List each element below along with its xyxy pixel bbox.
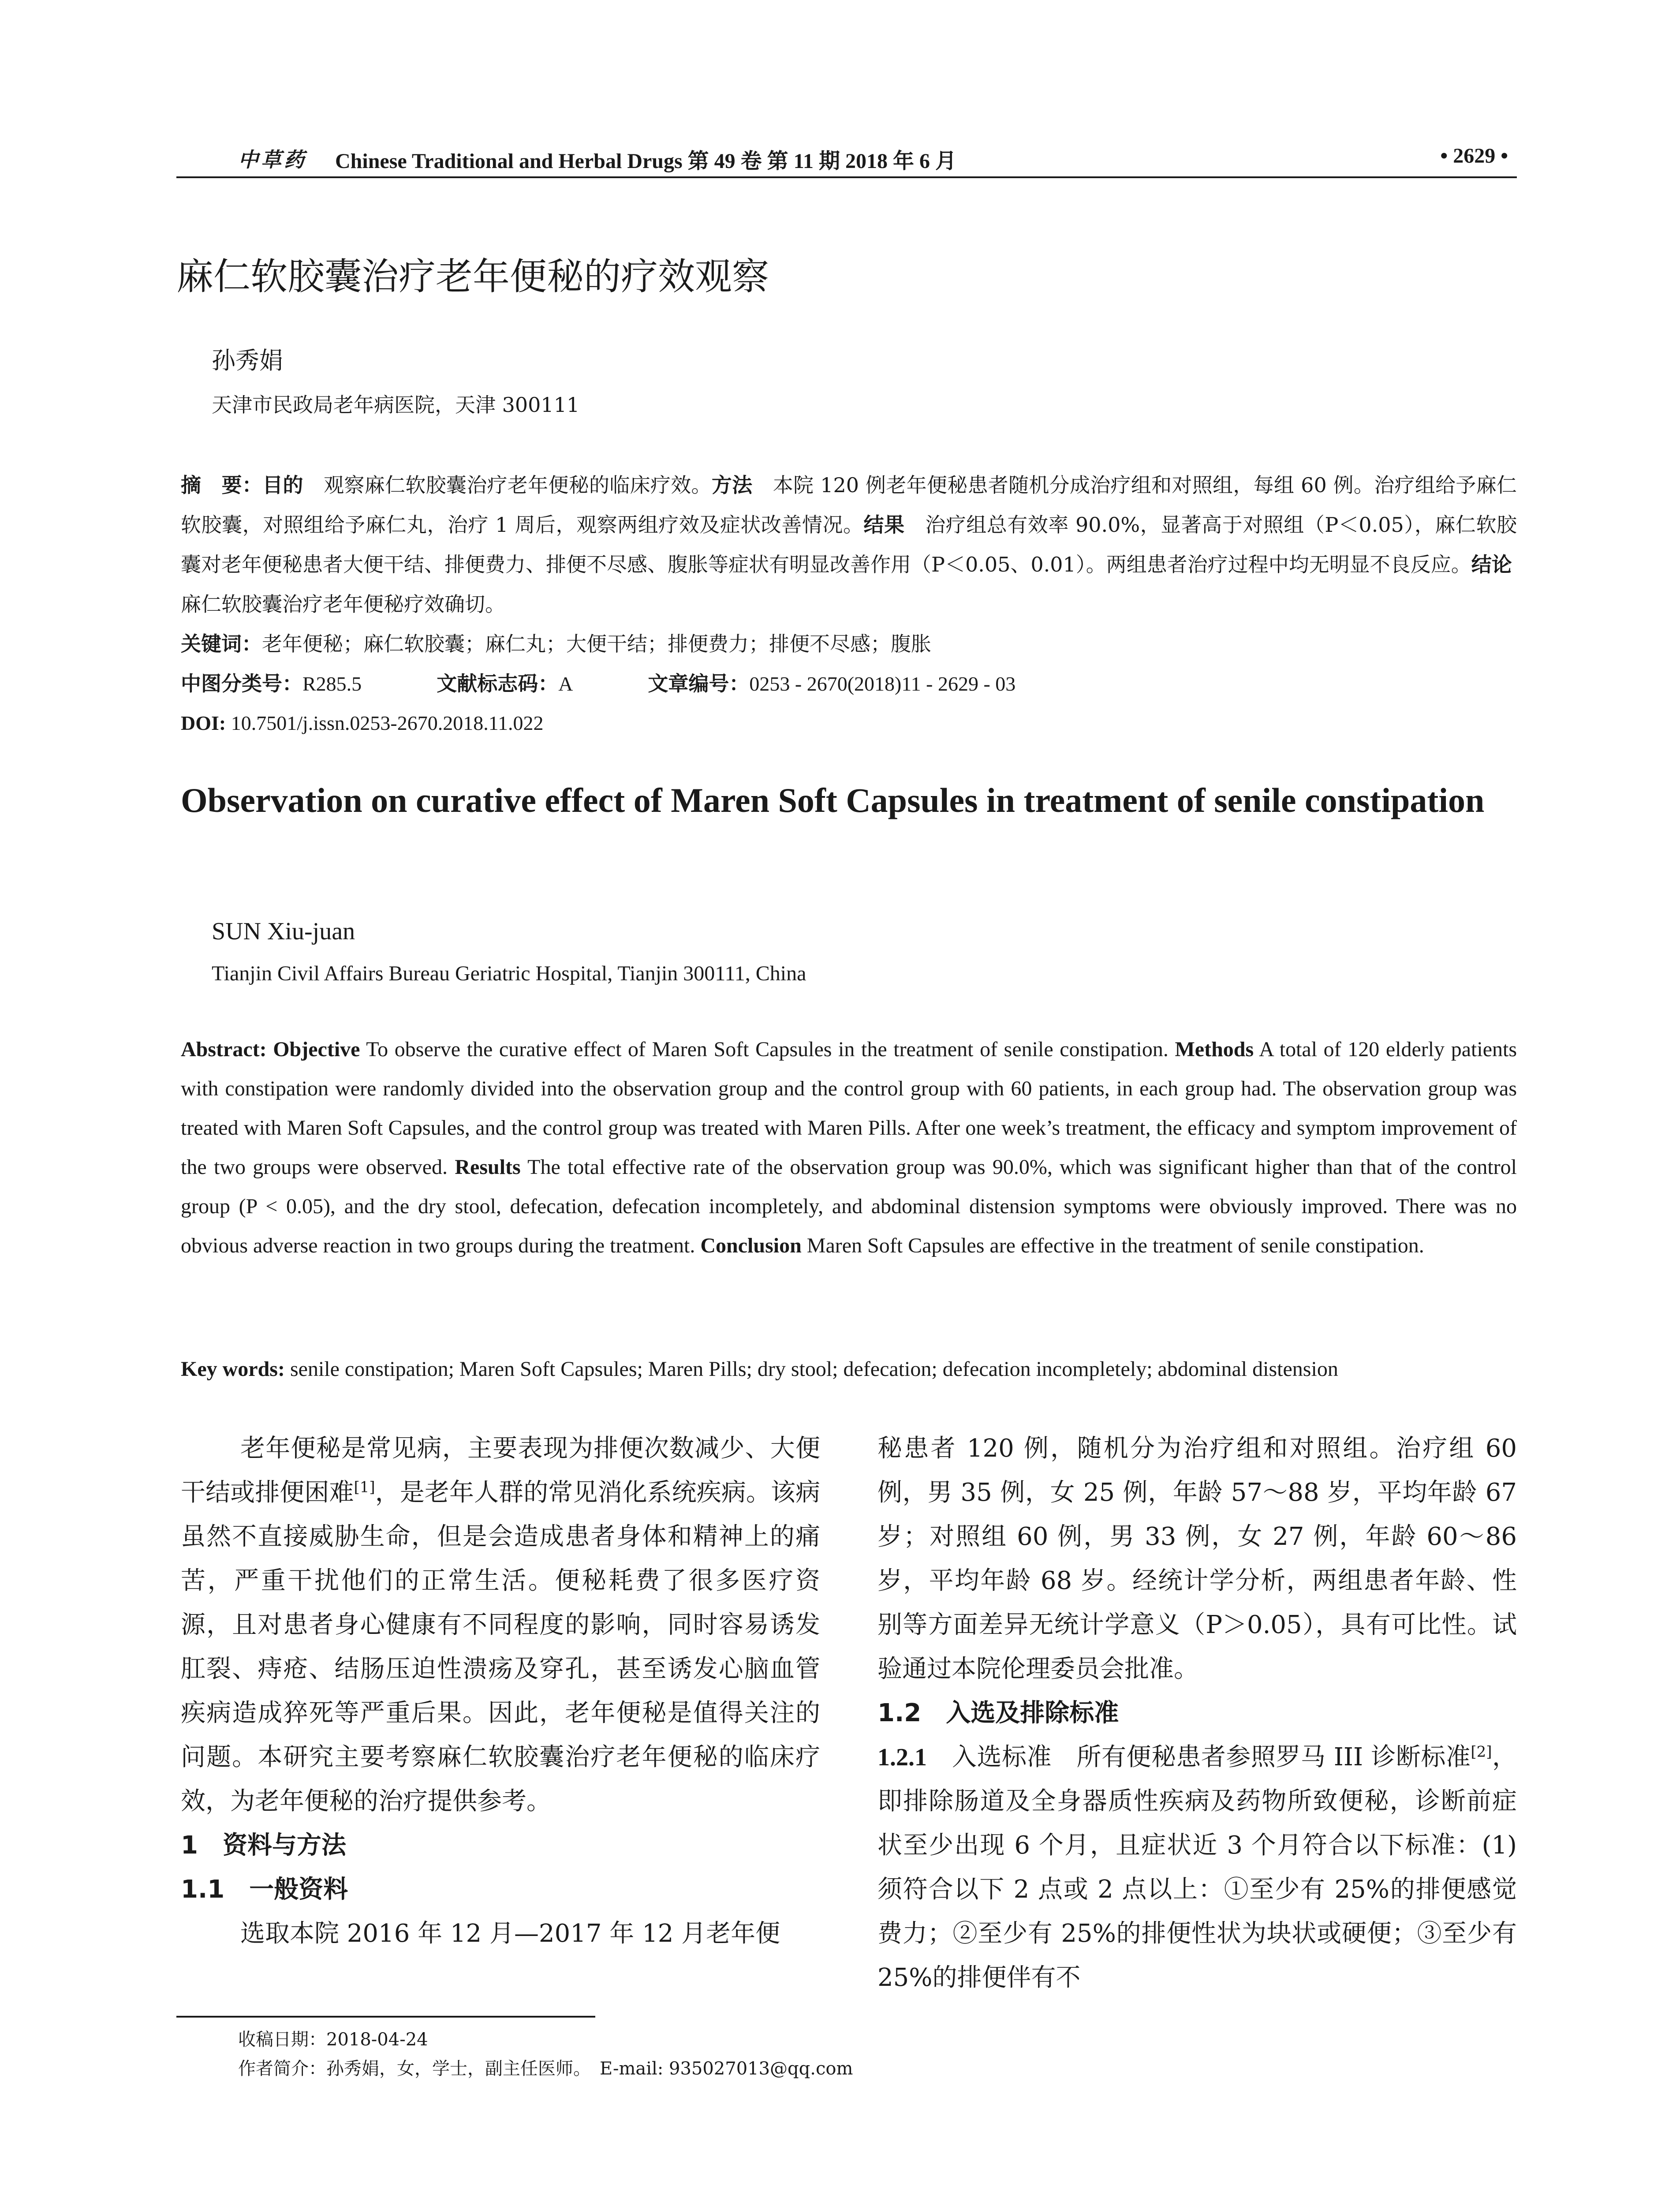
doi-label: DOI: [181,712,226,734]
intro-text-a: 老年便秘是常见病，主要表现为排便次数减少、大便干结或排便困难 [181,1434,820,1507]
abstract-label-en: Abstract: Objective [181,1038,360,1061]
section-heading-1-2: 1.2 入选及排除标准 [877,1699,1119,1727]
citation-ref-1: [1] [354,1478,375,1496]
footnote-rule [176,2016,595,2018]
footnote-received-date: 收稿日期：2018-04-24 [238,2029,428,2050]
general-info-start: 选取本院 2016 年 12 月—2017 年 12 月老年便 [240,1919,780,1948]
results-label-cn: 结果 [863,513,905,537]
article-title-cn: 麻仁软胶囊治疗老年便秘的疗效观察 [176,255,769,298]
abstract-cn [181,465,1532,624]
section-heading-1-1: 1.1 一般资料 [181,1875,348,1904]
citation-ref-2: [2] [1471,1743,1492,1761]
doc-code-label: 文献标志码： [437,672,559,695]
methods-label-en: Methods [1175,1038,1254,1061]
inclusion-paragraph [877,1735,1517,2000]
footnote-author-info: 作者简介：孙秀娟，女，学士，副主任医师。 E-mail: 935027013@qq.com [238,2059,853,2079]
article-no-label: 文章编号： [648,672,750,695]
results-text-en: The total effective rate of the observation group was 90.0%, which was significant higher than that of the control group (P < 0.05), and the dry stool, defecation, defecation incompletely, and abdominal distension symptoms were obviously improved. There was no obvious adverse reaction in two groups during the treatment. [181,1155,1517,1257]
results-text-cn: 治疗组总有效率 90.0%，显著高于对照组（P＜0.05），麻仁软胶囊对老年便秘患者大便干结、排便费力、排便不尽感、腹胀等症状有明显改善作用（P＜0.05、0.01）。两组患者治疗过程中均无明显不良反应。 [181,513,1517,576]
clc-value: R285.5 [302,673,362,695]
conclusion-text-cn: 麻仁软胶囊治疗老年便秘疗效确切。 [181,553,1532,616]
inclusion-text-a: 所有便秘患者参照罗马 III 诊断标准 [1051,1743,1471,1771]
intro-text-b: ，是老年人群的常见消化系统疾病。该病虽然不直接威胁生命，但是会造成患者身体和精神上的痛苦，严重干扰他们的正常生活。便秘耗费了很多医疗资源，且对患者身心健康有不同程度的影响，同时容易诱发肛裂、痔疮、结肠压迫性溃疡及穿孔，甚至诱发心脑血管疾病造成猝死等严重后果。因此，老年便秘是值得关注的问题。本研究主要考察麻仁软胶囊治疗老年便秘的临床疗效，为老年便秘的治疗提供参考。 [181,1478,821,1816]
results-label-en: Results [455,1155,521,1179]
header-rule [176,176,1517,178]
subsection-title-1-2-1: 入选标准 [927,1743,1052,1771]
doc-code-value: A [558,673,573,695]
affiliation-cn: 天津市民政局老年病医院，天津 300111 [212,393,580,417]
keywords-label-cn: 关键词： [181,632,262,656]
clc-label: 中图分类号： [181,672,302,695]
conclusion-text-en: Maren Soft Capsules are effective in the treatment of senile constipation. [801,1234,1424,1257]
inclusion-text-b: ，即排除肠道及全身器质性疾病及药物所致便秘，诊断前症状至少出现 6 个月，且症状近 3 个月符合以下标准：(1) 须符合以下 2 点或 2 点以上：①至少有 25%的排便感觉费力；②至少有 25%的排便性状为块状或硬便；③至少有 25%的排便伴有不 [877,1743,1517,1992]
page-number: • 2629 • [1440,144,1508,168]
methods-text-en: A total of 120 elderly patients with constipation were randomly divided into the observation group and the control group with 60 patients, in each group had. The observation group was treated with Maren Soft Capsules, and the control group was treated with Maren Pills. After one week’s treatment, the efficacy and symptom improvement of the two groups were observed. [181,1038,1517,1179]
affiliation-en: Tianjin Civil Affairs Bureau Geriatric Hospital, Tianjin 300111, China [212,962,806,985]
body-column-right [877,1427,1517,2000]
keywords-en [181,1349,1521,1389]
doi-value: 10.7501/j.issn.0253-2670.2018.11.022 [226,712,544,734]
abstract-en [181,1030,1517,1265]
objective-label-cn: 目的 [262,473,303,497]
keywords-label-en: Key words: [181,1357,285,1381]
conclusion-label-en: Conclusion [700,1234,802,1257]
methods-text-cn: 本院 120 例老年便秘患者随机分成治疗组和对照组，每组 60 例。治疗组给予麻仁软胶囊，对照组给予麻仁丸，治疗 1 周后，观察两组疗效及症状改善情况。 [181,473,1517,537]
author-name-en: SUN Xiu-juan [212,918,355,945]
classification-line [181,664,1517,704]
objective-text-en: To observe the curative effect of Maren Soft Capsules in the treatment of senile constipation. [360,1038,1175,1061]
article-title-en: Observation on curative effect of Maren Soft Capsules in treatment of senile constipation [181,781,1485,819]
journal-logo: 中草药 [238,148,307,172]
body-column-left [181,1427,820,1956]
methods-label-cn: 方法 [711,473,753,497]
doi-line [181,703,1517,743]
general-info-continued: 秘患者 120 例，随机分为治疗组和对照组。治疗组 60 例，男 35 例，女 25 例，年龄 57～88 岁，平均年龄 67 岁；对照组 60 例，男 33 例，女 27 例，年龄 60～86 岁，平均年龄 68 岁。经统计学分析，两组患者年龄、性别等方面差异无统计学意义（P＞0.05），具有可比性。试验通过本院伦理委员会批准。 [877,1434,1517,1683]
author-name-cn: 孙秀娟 [212,347,283,374]
article-no-value: 0253 - 2670(2018)11 - 2629 - 03 [749,673,1016,695]
keywords-text-en: senile constipation; Maren Soft Capsules; Maren Pills; dry stool; defecation; defecation incompletely; abdominal distension [284,1357,1338,1381]
subsection-number-1-2-1: 1.2.1 [877,1744,927,1771]
objective-text-cn: 观察麻仁软胶囊治疗老年便秘的临床疗效。 [303,473,712,497]
keywords-text-cn: 老年便秘；麻仁软胶囊；麻仁丸；大便干结；排便费力；排便不尽感；腹胀 [262,632,931,656]
conclusion-label-cn: 结论 [1471,553,1512,576]
abstract-label-cn: 摘 要： [181,473,263,497]
section-heading-1: 1 资料与方法 [181,1831,346,1860]
intro-paragraph [181,1427,820,1824]
journal-issue-info: Chinese Traditional and Herbal Drugs 第 49 卷 第 11 期 2018 年 6 月 [335,149,957,173]
keywords-cn [181,624,1517,664]
